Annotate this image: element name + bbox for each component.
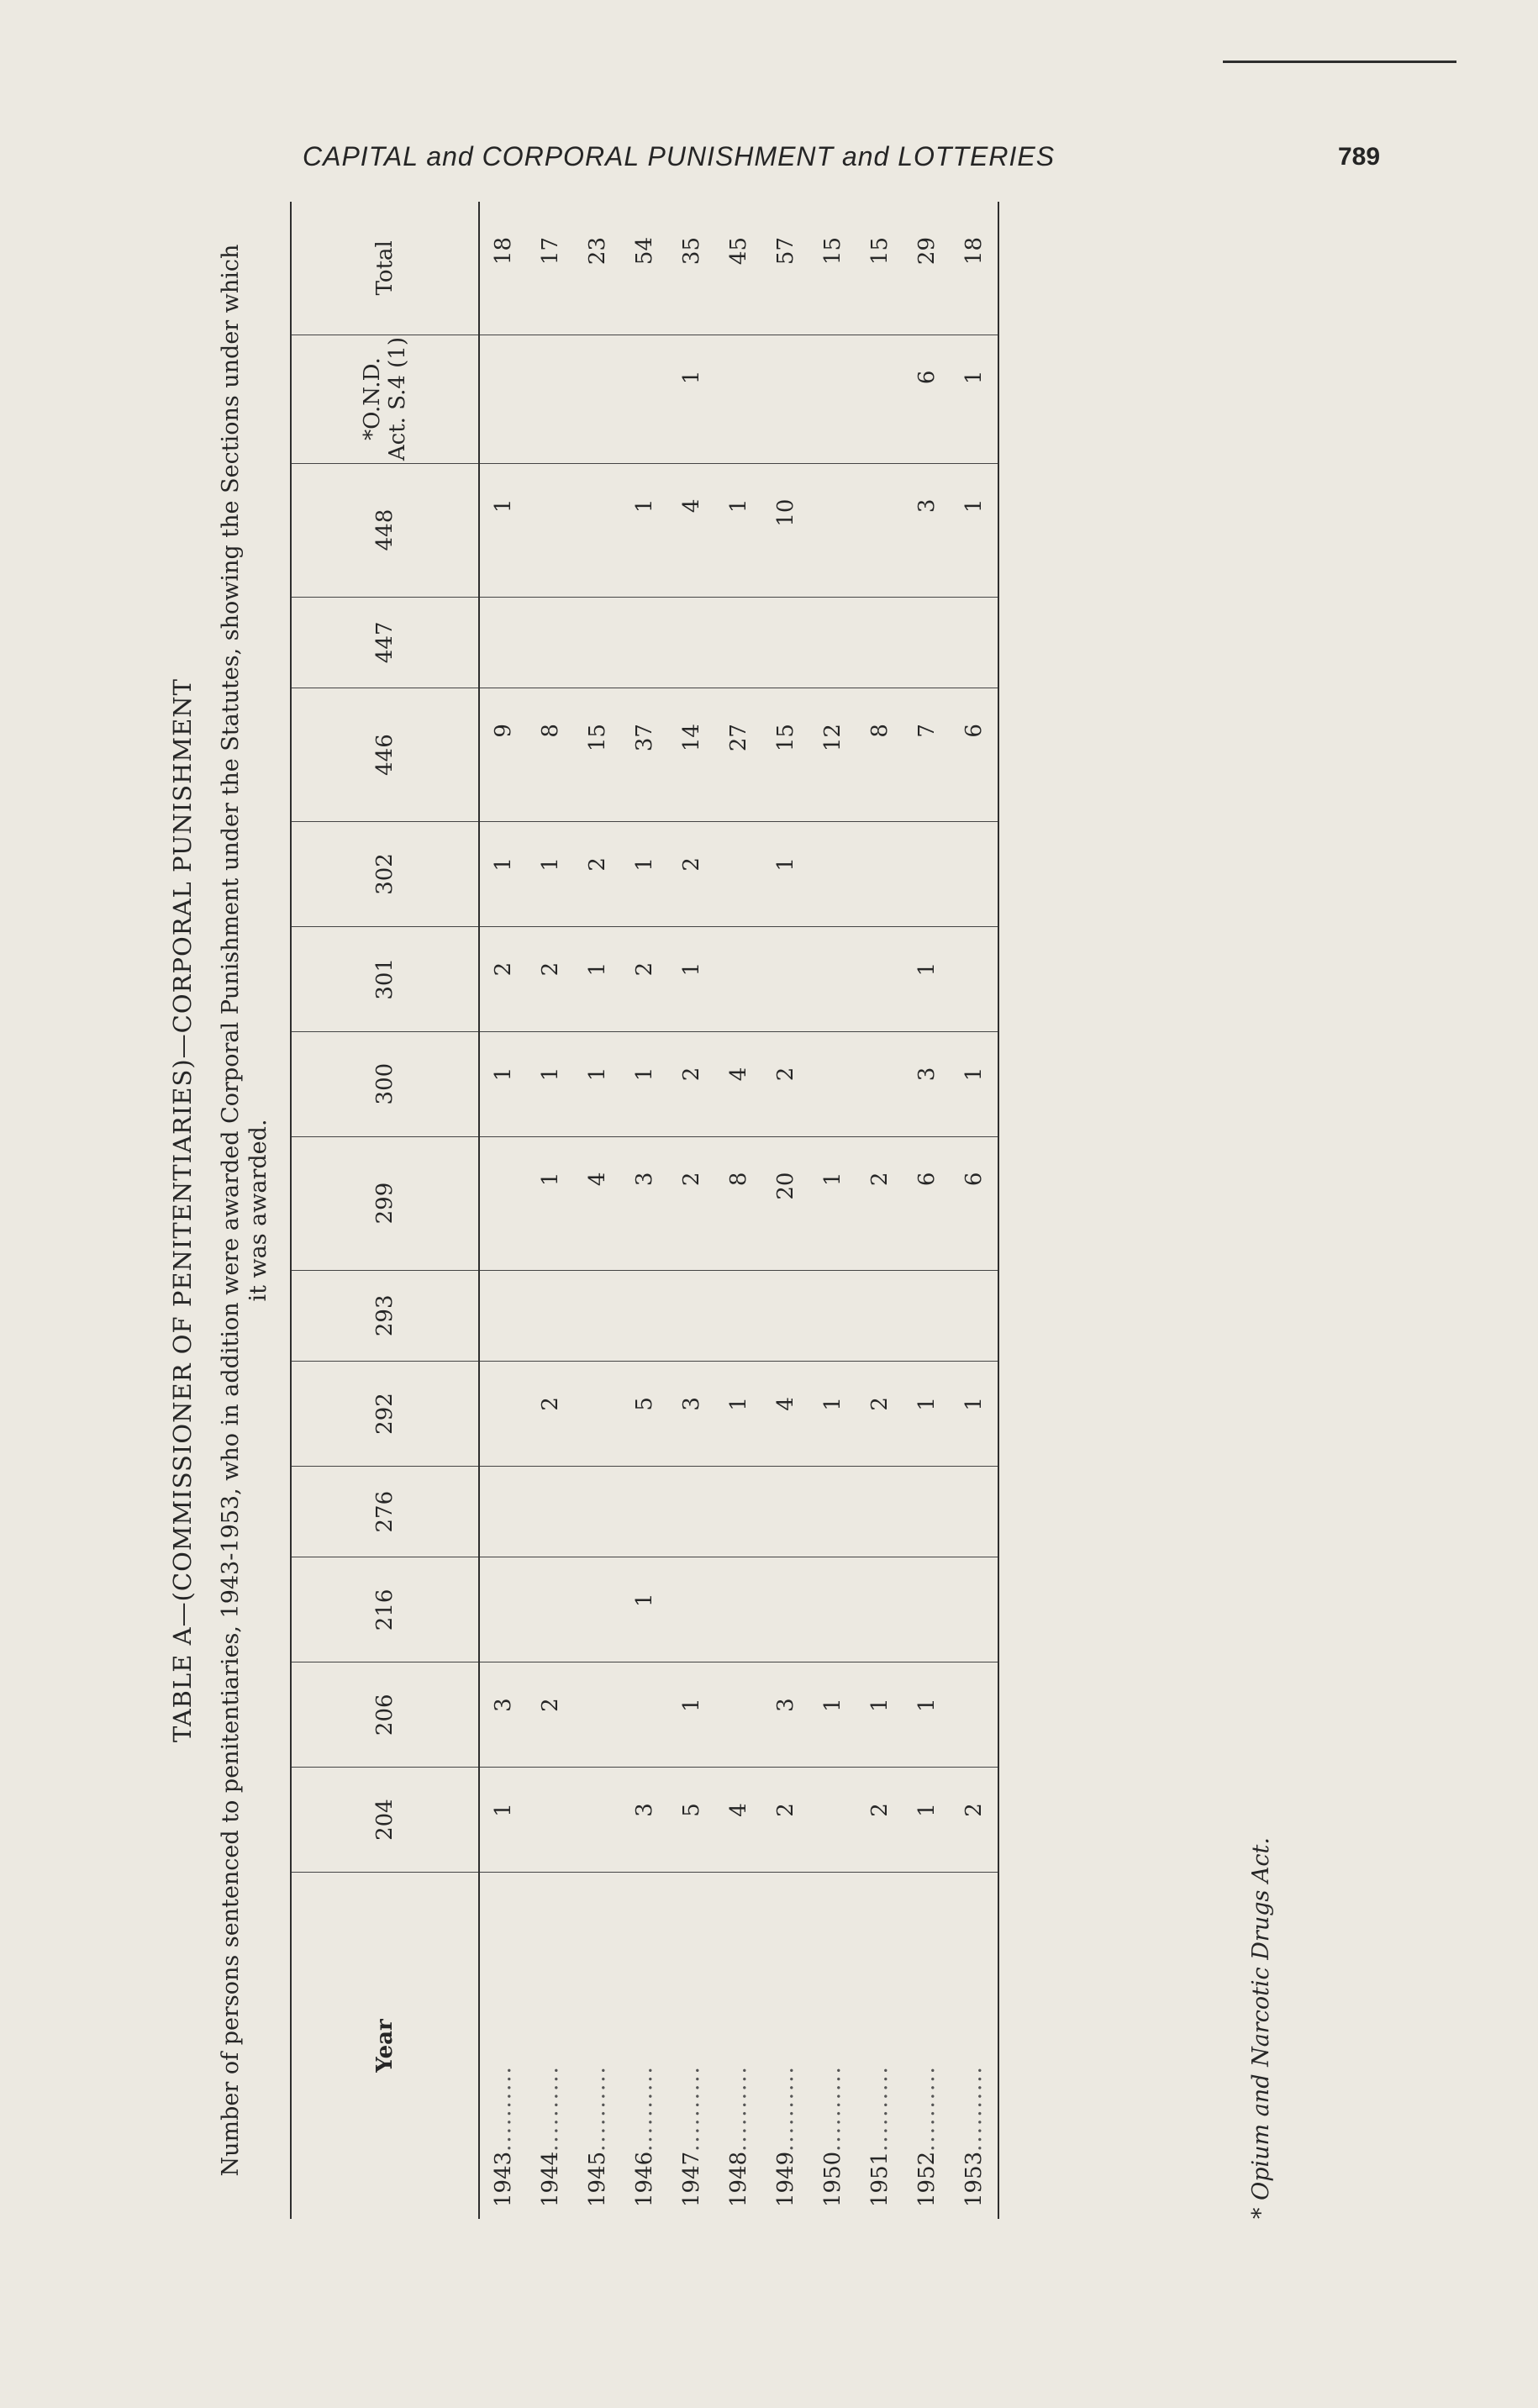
header-276: 276 xyxy=(291,1466,479,1557)
value-cell xyxy=(856,1270,903,1362)
header-448: 448 xyxy=(291,463,479,597)
table-body xyxy=(479,202,998,2219)
value-cell: 1 xyxy=(574,926,621,1031)
value-cell: 1 xyxy=(903,1362,951,1467)
value-cell: 17 xyxy=(527,202,574,335)
value-cell xyxy=(951,1557,998,1662)
value-cell: 1 xyxy=(903,1768,951,1873)
value-cell xyxy=(715,1270,762,1362)
value-cell xyxy=(668,1466,715,1557)
value-cell xyxy=(668,1270,715,1362)
page-number: 789 xyxy=(1338,143,1381,171)
value-cell: 1 xyxy=(479,1031,527,1136)
value-cell xyxy=(574,597,621,688)
value-cell xyxy=(574,1466,621,1557)
value-cell: 12 xyxy=(809,688,856,822)
header-total: Total xyxy=(291,202,479,335)
header-447: 447 xyxy=(291,597,479,688)
value-cell xyxy=(951,597,998,688)
value-cell xyxy=(856,926,903,1031)
value-cell xyxy=(479,1557,527,1662)
value-cell xyxy=(479,597,527,688)
value-cell xyxy=(856,822,903,927)
value-cell xyxy=(809,335,856,463)
value-cell: 1 xyxy=(715,1362,762,1467)
value-cell: 15 xyxy=(574,688,621,822)
value-cell xyxy=(951,822,998,927)
value-cell: 6 xyxy=(951,688,998,822)
value-cell: 1 xyxy=(903,926,951,1031)
year-cell xyxy=(715,1873,762,2220)
leader-dots: .......... xyxy=(914,2065,940,2152)
value-cell: 1 xyxy=(715,463,762,597)
value-cell: 9 xyxy=(479,688,527,822)
year-label: 1943 xyxy=(491,2151,516,2207)
year-cell xyxy=(574,1873,621,2220)
year-label: 1948 xyxy=(726,2151,751,2207)
value-cell: 1 xyxy=(856,1662,903,1768)
table-title: TABLE A—(COMMISSIONER OF PENITENTIARIES)—CORPORAL PUNISHMENT xyxy=(168,677,197,1743)
value-cell xyxy=(715,1662,762,1768)
value-cell xyxy=(621,1270,668,1362)
table-row xyxy=(527,202,574,2219)
value-cell: 2 xyxy=(668,822,715,927)
value-cell: 8 xyxy=(856,688,903,822)
value-cell: 1 xyxy=(809,1362,856,1467)
table-subtitle-line-1: Number of persons sentenced to penitentiaries, 1943-1953, who in addition were awarded Corporal Punishment under the Statutes, showing the Sections under which xyxy=(218,244,244,2177)
year-cell xyxy=(479,1873,527,2220)
year-label: 1953 xyxy=(961,2151,987,2207)
value-cell xyxy=(762,926,809,1031)
value-cell: 1 xyxy=(621,463,668,597)
value-cell xyxy=(527,1768,574,1873)
value-cell: 1 xyxy=(951,335,998,463)
value-cell: 2 xyxy=(762,1031,809,1136)
value-cell xyxy=(903,597,951,688)
value-cell xyxy=(479,1270,527,1362)
value-cell xyxy=(574,1768,621,1873)
value-cell xyxy=(527,1270,574,1362)
value-cell: 35 xyxy=(668,202,715,335)
year-cell xyxy=(762,1873,809,2220)
value-cell xyxy=(856,597,903,688)
value-cell: 1 xyxy=(668,1662,715,1768)
value-cell: 1 xyxy=(621,1031,668,1136)
value-cell xyxy=(574,1662,621,1768)
header-206: 206 xyxy=(291,1662,479,1768)
year-cell xyxy=(668,1873,715,2220)
value-cell: 37 xyxy=(621,688,668,822)
value-cell: 2 xyxy=(762,1768,809,1873)
year-label: 1950 xyxy=(820,2151,845,2207)
value-cell: 1 xyxy=(951,463,998,597)
value-cell: 2 xyxy=(856,1362,903,1467)
table-row xyxy=(574,202,621,2219)
footnote: * Opium and Narcotic Drugs Act. xyxy=(1248,1837,1274,2219)
year-label: 1951 xyxy=(867,2151,893,2207)
value-cell: 15 xyxy=(809,202,856,335)
value-cell xyxy=(527,463,574,597)
value-cell xyxy=(527,1557,574,1662)
header-row xyxy=(291,202,479,2219)
value-cell xyxy=(574,1557,621,1662)
header-300: 300 xyxy=(291,1031,479,1136)
punishment-table xyxy=(290,202,999,2219)
value-cell: 15 xyxy=(856,202,903,335)
value-cell: 2 xyxy=(574,822,621,927)
value-cell xyxy=(903,822,951,927)
value-cell xyxy=(715,1466,762,1557)
value-cell xyxy=(809,1270,856,1362)
table-row xyxy=(809,202,856,2219)
value-cell: 1 xyxy=(574,1031,621,1136)
value-cell xyxy=(527,335,574,463)
running-head: CAPITAL and CORPORAL PUNISHMENT and LOTTERIES xyxy=(303,141,1056,171)
header-301: 301 xyxy=(291,926,479,1031)
value-cell xyxy=(574,463,621,597)
rotated-table-block xyxy=(168,202,1303,2219)
year-cell xyxy=(809,1873,856,2220)
value-cell xyxy=(762,1270,809,1362)
value-cell xyxy=(762,597,809,688)
value-cell: 29 xyxy=(903,202,951,335)
value-cell xyxy=(856,335,903,463)
value-cell: 3 xyxy=(621,1136,668,1270)
value-cell xyxy=(951,926,998,1031)
value-cell: 8 xyxy=(715,1136,762,1270)
value-cell xyxy=(621,597,668,688)
leader-dots: .......... xyxy=(867,2065,893,2152)
value-cell: 3 xyxy=(903,1031,951,1136)
table-row xyxy=(479,202,527,2219)
value-cell: 1 xyxy=(809,1136,856,1270)
leader-dots: .......... xyxy=(726,2065,751,2152)
header-216: 216 xyxy=(291,1557,479,1662)
value-cell: 1 xyxy=(668,926,715,1031)
value-cell xyxy=(479,1466,527,1557)
value-cell xyxy=(762,335,809,463)
value-cell: 1 xyxy=(527,1136,574,1270)
header-204: 204 xyxy=(291,1768,479,1873)
value-cell xyxy=(574,335,621,463)
year-label: 1952 xyxy=(914,2151,940,2207)
value-cell: 1 xyxy=(621,822,668,927)
value-cell: 1 xyxy=(621,1557,668,1662)
value-cell xyxy=(809,1557,856,1662)
table-subtitle-line-2: it was awarded. xyxy=(245,1119,271,1302)
value-cell: 6 xyxy=(903,1136,951,1270)
value-cell xyxy=(715,926,762,1031)
year-label: 1944 xyxy=(538,2151,563,2207)
leader-dots: .......... xyxy=(773,2065,798,2152)
top-rule xyxy=(1223,61,1456,63)
leader-dots: .......... xyxy=(961,2065,987,2152)
value-cell: 1 xyxy=(809,1662,856,1768)
header-302: 302 xyxy=(291,822,479,927)
value-cell: 6 xyxy=(951,1136,998,1270)
value-cell: 1 xyxy=(903,1662,951,1768)
value-cell xyxy=(809,1031,856,1136)
table-row xyxy=(856,202,903,2219)
year-cell xyxy=(621,1873,668,2220)
leader-dots: .......... xyxy=(679,2065,704,2152)
value-cell: 1 xyxy=(479,1768,527,1873)
value-cell xyxy=(621,1662,668,1768)
value-cell: 20 xyxy=(762,1136,809,1270)
value-cell xyxy=(479,335,527,463)
leader-dots: .......... xyxy=(632,2065,657,2152)
value-cell xyxy=(856,1466,903,1557)
table-row xyxy=(715,202,762,2219)
value-cell xyxy=(903,1270,951,1362)
value-cell xyxy=(856,1031,903,1136)
table-row xyxy=(621,202,668,2219)
value-cell xyxy=(951,1270,998,1362)
table-row xyxy=(951,202,998,2219)
value-cell xyxy=(574,1270,621,1362)
value-cell: 7 xyxy=(903,688,951,822)
year-cell xyxy=(527,1873,574,2220)
value-cell: 3 xyxy=(668,1362,715,1467)
year-cell xyxy=(951,1873,998,2220)
value-cell: 5 xyxy=(668,1768,715,1873)
value-cell xyxy=(856,463,903,597)
value-cell: 4 xyxy=(715,1031,762,1136)
year-label: 1946 xyxy=(632,2151,657,2207)
leader-dots: .......... xyxy=(538,2065,563,2152)
header-299: 299 xyxy=(291,1136,479,1270)
value-cell: 2 xyxy=(621,926,668,1031)
value-cell: 18 xyxy=(951,202,998,335)
value-cell xyxy=(527,1466,574,1557)
value-cell: 27 xyxy=(715,688,762,822)
header-446: 446 xyxy=(291,688,479,822)
year-cell xyxy=(903,1873,951,2220)
value-cell: 3 xyxy=(479,1662,527,1768)
value-cell: 3 xyxy=(903,463,951,597)
value-cell xyxy=(903,1557,951,1662)
value-cell xyxy=(809,463,856,597)
value-cell: 6 xyxy=(903,335,951,463)
value-cell xyxy=(809,1466,856,1557)
value-cell: 8 xyxy=(527,688,574,822)
value-cell: 3 xyxy=(621,1768,668,1873)
value-cell: 1 xyxy=(479,822,527,927)
value-cell xyxy=(621,335,668,463)
value-cell xyxy=(479,1136,527,1270)
value-cell: 2 xyxy=(527,1362,574,1467)
leader-dots: .......... xyxy=(585,2065,610,2152)
year-label: 1945 xyxy=(585,2151,610,2207)
value-cell: 1 xyxy=(762,822,809,927)
value-cell xyxy=(668,1557,715,1662)
value-cell: 2 xyxy=(856,1768,903,1873)
value-cell xyxy=(668,597,715,688)
value-cell xyxy=(715,597,762,688)
value-cell: 18 xyxy=(479,202,527,335)
value-cell xyxy=(574,1362,621,1467)
value-cell: 1 xyxy=(527,822,574,927)
value-cell: 1 xyxy=(527,1031,574,1136)
value-cell: 4 xyxy=(668,463,715,597)
value-cell: 54 xyxy=(621,202,668,335)
year-cell xyxy=(856,1873,903,2220)
value-cell: 1 xyxy=(479,463,527,597)
value-cell: 2 xyxy=(951,1768,998,1873)
value-cell xyxy=(809,822,856,927)
value-cell xyxy=(762,1466,809,1557)
value-cell: 2 xyxy=(668,1031,715,1136)
table-row xyxy=(668,202,715,2219)
value-cell: 1 xyxy=(668,335,715,463)
value-cell xyxy=(527,597,574,688)
value-cell xyxy=(715,1557,762,1662)
value-cell: 1 xyxy=(951,1362,998,1467)
value-cell: 4 xyxy=(574,1136,621,1270)
value-cell: 4 xyxy=(715,1768,762,1873)
value-cell: 14 xyxy=(668,688,715,822)
value-cell xyxy=(715,335,762,463)
value-cell xyxy=(715,822,762,927)
value-cell: 2 xyxy=(527,1662,574,1768)
value-cell xyxy=(951,1466,998,1557)
value-cell: 2 xyxy=(479,926,527,1031)
value-cell xyxy=(951,1662,998,1768)
value-cell: 45 xyxy=(715,202,762,335)
year-label: 1949 xyxy=(773,2151,798,2207)
value-cell: 2 xyxy=(527,926,574,1031)
header-293: 293 xyxy=(291,1270,479,1362)
value-cell xyxy=(903,1466,951,1557)
value-cell xyxy=(856,1557,903,1662)
value-cell: 5 xyxy=(621,1362,668,1467)
leader-dots: .......... xyxy=(820,2065,845,2152)
value-cell xyxy=(809,597,856,688)
value-cell: 1 xyxy=(951,1031,998,1136)
value-cell: 2 xyxy=(668,1136,715,1270)
header-292: 292 xyxy=(291,1362,479,1467)
value-cell: 57 xyxy=(762,202,809,335)
value-cell xyxy=(809,926,856,1031)
value-cell: 2 xyxy=(856,1136,903,1270)
value-cell: 15 xyxy=(762,688,809,822)
leader-dots: .......... xyxy=(491,2065,516,2152)
value-cell xyxy=(809,1768,856,1873)
table-row xyxy=(903,202,951,2219)
header-ond-act: *O.N.D. Act. S.4 (1) xyxy=(291,335,479,463)
value-cell: 23 xyxy=(574,202,621,335)
table-row xyxy=(762,202,809,2219)
value-cell xyxy=(621,1466,668,1557)
table-subtitle xyxy=(217,202,272,2219)
header-year: Year xyxy=(291,1873,479,2220)
value-cell: 3 xyxy=(762,1662,809,1768)
value-cell xyxy=(479,1362,527,1467)
value-cell xyxy=(762,1557,809,1662)
year-label: 1947 xyxy=(679,2151,704,2207)
value-cell: 10 xyxy=(762,463,809,597)
value-cell: 4 xyxy=(762,1362,809,1467)
